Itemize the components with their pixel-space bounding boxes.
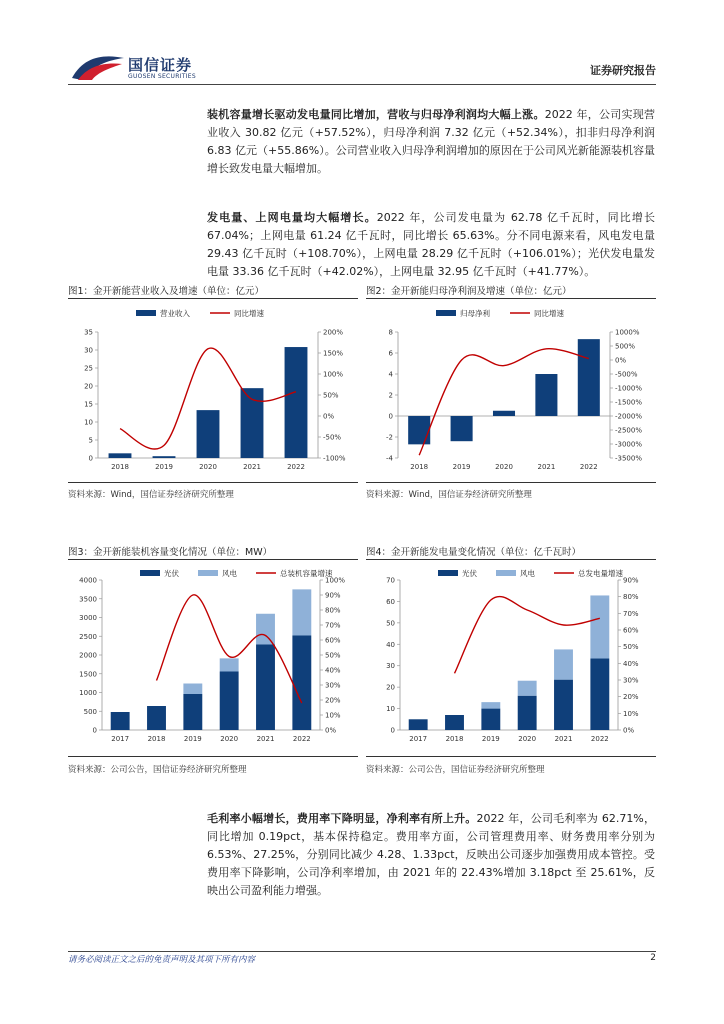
page-number: 2 <box>650 953 656 963</box>
legend-label: 同比增速 <box>234 309 264 318</box>
y-tick-label-right: 30% <box>325 681 341 690</box>
y-tick-label-right: 40% <box>325 666 341 675</box>
y-tick-label-left: 35 <box>84 328 93 337</box>
line-同比增速 <box>419 349 589 456</box>
x-tick-label: 2022 <box>579 463 598 471</box>
y-tick-label-right: -3500% <box>615 454 642 463</box>
bar-光伏-2022 <box>292 636 311 731</box>
y-tick-label-right: -50% <box>323 433 342 442</box>
paragraph-body: 2022 年，公司毛利率为 62.71%，同比增加 0.19pct，基本保持稳定。费用率方面，公司管理费用率、财务费用率分别为 6.53%、27.25%，分别同比减少 4.28、1.33pct，反映出公司逐步加强费用成本管控。受费用率下降影响，公司净利率增加，由 2021 年的 22.43%增加 3.18pct 至 25.61%，反映出公司盈利能力增强。 <box>207 812 655 897</box>
y-tick-label-left: 2000 <box>79 651 97 660</box>
y-tick-label-left: -2 <box>386 433 393 442</box>
fig4-bottom-rule <box>366 756 656 757</box>
bar-风电-2019 <box>183 684 202 695</box>
y-tick-label-left: 50 <box>386 619 395 628</box>
y-tick-label-right: 80% <box>623 593 639 602</box>
bar-营业收入-2022 <box>285 347 308 458</box>
fig4-top-rule <box>366 559 656 560</box>
x-tick-label: 2018 <box>410 463 429 471</box>
y-tick-label-left: 10 <box>386 705 395 714</box>
legend-label: 总装机容量增速 <box>280 569 333 578</box>
y-tick-label-right: -100% <box>323 454 346 463</box>
y-tick-label-right: 10% <box>623 709 639 718</box>
y-tick-label-right: 100% <box>323 370 344 379</box>
bar-营业收入-2018 <box>109 453 132 458</box>
y-tick-label-right: 90% <box>325 591 341 600</box>
x-tick-label: 2017 <box>111 735 130 743</box>
paragraph-revenue <box>207 106 655 178</box>
fig3-title: 图3：金开新能装机容量变化情况（单位：MW） <box>68 547 273 558</box>
fig2-bottom-rule <box>366 482 656 483</box>
footer-divider <box>68 951 656 952</box>
y-tick-label-left: 5 <box>88 436 93 445</box>
y-tick-label-right: 0% <box>323 412 335 421</box>
bar-归母净利-2018 <box>408 416 430 444</box>
y-tick-label-right: 80% <box>325 606 341 615</box>
fig1-bottom-rule <box>68 482 358 483</box>
y-tick-label-right: 50% <box>325 651 341 660</box>
fig2-chart <box>366 300 656 480</box>
legend-label: 光伏 <box>164 569 179 578</box>
legend-swatch <box>438 570 458 576</box>
x-tick-label: 2018 <box>445 735 464 743</box>
y-tick-label-left: 3500 <box>79 595 97 604</box>
x-tick-label: 2019 <box>155 463 173 471</box>
fig4-title: 图4：金开新能发电量变化情况（单位：亿千瓦时） <box>366 547 582 558</box>
paragraph-margins <box>207 810 655 900</box>
x-tick-label: 2022 <box>287 463 305 471</box>
legend-swatch <box>496 570 516 576</box>
brand-name-en: GUOSEN SECURITIES <box>128 73 197 80</box>
y-tick-label-left: 0 <box>388 412 393 421</box>
x-tick-label: 2019 <box>183 735 202 743</box>
y-tick-label-right: 0% <box>623 726 635 735</box>
bar-风电-2021 <box>256 614 275 645</box>
y-tick-label-right: 0% <box>325 726 337 735</box>
x-tick-label: 2021 <box>554 735 573 743</box>
x-tick-label: 2018 <box>111 463 129 471</box>
paragraph-body: 2022 年，公司实现营业收入 30.82 亿元（+57.52%），归母净利润 7.32 亿元（+52.34%），扣非归母净利润 6.83 亿元（+55.86%）。公司营业收入归母净利润增加的原因在于公司风光新能源装机容量增长致发电量大幅增加。 <box>207 108 655 175</box>
y-tick-label-left: 2 <box>388 391 393 400</box>
y-tick-label-right: -500% <box>615 370 638 379</box>
y-tick-label-left: 2500 <box>79 632 97 641</box>
x-tick-label: 2018 <box>147 735 166 743</box>
y-tick-label-left: 10 <box>84 418 93 427</box>
legend-label: 同比增速 <box>534 309 564 318</box>
legend-label: 风电 <box>520 569 535 578</box>
y-tick-label-right: 70% <box>325 621 341 630</box>
bar-光伏-2020 <box>518 696 537 730</box>
x-tick-label: 2017 <box>409 735 428 743</box>
y-tick-label-right: 70% <box>623 609 639 618</box>
page-header <box>0 0 724 90</box>
fig1-source: 资料来源：Wind，国信证券经济研究所整理 <box>68 490 234 500</box>
y-tick-label-left: 25 <box>84 364 93 373</box>
header-divider <box>68 84 656 85</box>
y-tick-label-left: 6 <box>388 349 393 358</box>
fig2-title: 图2：金开新能归母净利润及增速（单位：亿元） <box>366 286 572 297</box>
y-tick-label-right: 60% <box>325 636 341 645</box>
fig4-source: 资料来源：公司公告，国信证券经济研究所整理 <box>366 765 545 775</box>
y-tick-label-left: 1500 <box>79 670 97 679</box>
y-tick-label-right: -3000% <box>615 440 642 449</box>
y-tick-label-right: 150% <box>323 349 344 358</box>
y-tick-label-right: -2500% <box>615 426 642 435</box>
bar-营业收入-2020 <box>197 410 220 458</box>
x-tick-label: 2020 <box>495 463 513 471</box>
bar-光伏-2018 <box>147 706 166 730</box>
bar-归母净利-2020 <box>493 411 515 416</box>
fig1-title: 图1：金开新能营业收入及增速（单位：亿元） <box>68 286 265 297</box>
bar-光伏-2017 <box>409 719 428 730</box>
x-tick-label: 2020 <box>199 463 217 471</box>
x-tick-label: 2019 <box>452 463 471 471</box>
y-tick-label-right: -2000% <box>615 412 642 421</box>
paragraph-lead: 毛利率小幅增长，费用率下降明显，净利率有所上升。 <box>207 812 477 825</box>
y-tick-label-right: 40% <box>623 659 639 668</box>
fig3-top-rule <box>68 559 358 560</box>
legend-label: 总发电量增速 <box>578 569 623 578</box>
bar-风电-2022 <box>590 595 609 658</box>
x-tick-label: 2019 <box>481 735 500 743</box>
fig3-bottom-rule <box>68 756 358 757</box>
bar-光伏-2021 <box>256 645 275 731</box>
y-tick-label-left: 20 <box>84 382 93 391</box>
bar-光伏-2022 <box>590 659 609 730</box>
y-tick-label-right: 50% <box>623 643 639 652</box>
bar-风电-2021 <box>554 649 573 679</box>
bar-光伏-2020 <box>220 672 239 731</box>
y-tick-label-left: 1000 <box>79 689 97 697</box>
legend-label: 归母净利 <box>460 309 490 318</box>
y-tick-label-left: 0 <box>88 454 93 463</box>
y-tick-label-left: -4 <box>386 454 393 463</box>
bar-光伏-2018 <box>445 715 464 730</box>
y-tick-label-right: 20% <box>325 696 341 705</box>
y-tick-label-left: 4 <box>388 370 393 379</box>
bar-归母净利-2019 <box>451 416 473 441</box>
legend-label: 营业收入 <box>160 309 190 318</box>
x-tick-label: 2022 <box>590 735 609 743</box>
bar-归母净利-2021 <box>535 374 557 416</box>
y-tick-label-left: 4000 <box>79 576 97 585</box>
x-tick-label: 2020 <box>518 735 537 743</box>
y-tick-label-left: 20 <box>386 683 395 692</box>
y-tick-label-left: 70 <box>386 576 395 585</box>
footer-disclaimer: 请务必阅读正文之后的免责声明及其项下所有内容 <box>68 955 256 965</box>
guosen-logo-icon <box>70 52 126 82</box>
y-tick-label-right: 20% <box>623 693 639 702</box>
line-总发电量增速 <box>455 597 600 674</box>
legend-swatch <box>198 570 218 576</box>
y-tick-label-right: 0% <box>615 356 627 365</box>
y-tick-label-right: 90% <box>623 576 639 585</box>
y-tick-label-right: 1000% <box>615 328 640 337</box>
y-tick-label-left: 30 <box>386 662 395 671</box>
fig2-top-rule <box>366 298 656 299</box>
fig3-chart <box>68 562 358 752</box>
bar-归母净利-2022 <box>578 339 600 416</box>
legend-label: 风电 <box>222 569 237 578</box>
legend-swatch <box>136 310 156 316</box>
y-tick-label-right: 500% <box>615 342 636 351</box>
report-type-label: 证券研究报告 <box>590 64 656 77</box>
bar-光伏-2019 <box>481 709 500 730</box>
y-tick-label-left: 15 <box>84 400 93 409</box>
y-tick-label-right: 60% <box>623 626 639 635</box>
x-tick-label: 2021 <box>537 463 556 471</box>
fig2-source: 资料来源：Wind，国信证券经济研究所整理 <box>366 490 532 500</box>
y-tick-label-right: 50% <box>323 391 339 400</box>
y-tick-label-right: 100% <box>325 576 346 585</box>
fig1-top-rule <box>68 298 358 299</box>
y-tick-label-left: 30 <box>84 346 93 355</box>
x-tick-label: 2021 <box>243 463 261 471</box>
x-tick-label: 2020 <box>220 735 239 743</box>
bar-营业收入-2019 <box>153 456 176 458</box>
fig3-source: 资料来源：公司公告，国信证券经济研究所整理 <box>68 765 247 775</box>
y-tick-label-left: 500 <box>83 707 97 716</box>
paragraph-generation <box>207 209 655 281</box>
y-tick-label-left: 0 <box>92 726 97 735</box>
bar-风电-2020 <box>220 658 239 671</box>
y-tick-label-right: -1000% <box>615 384 642 393</box>
legend-label: 光伏 <box>462 569 477 578</box>
legend-swatch <box>436 310 456 316</box>
paragraph-lead: 发电量、上网电量均大幅增长。 <box>207 211 377 224</box>
fig1-chart <box>68 300 358 480</box>
fig4-chart <box>366 562 656 752</box>
paragraph-lead: 装机容量增长驱动发电量同比增加，营收与归母净利润均大幅上涨。 <box>207 108 545 121</box>
y-tick-label-right: -1500% <box>615 398 642 407</box>
paragraph-body: 2022 年，公司发电量为 62.78 亿千瓦时，同比增长 67.04%；上网电量 61.24 亿千瓦时，同比增长 65.63%。分不同电源来看，风电发电量 29.43 亿千瓦时（+108.70%），上网电量 28.29 亿千瓦时（+106.01%）；光伏发电量发电量 33.36 亿千瓦时（+42.02%），上网电量 32.95 亿千瓦时（+41.77%）。 <box>207 211 655 278</box>
bar-光伏-2021 <box>554 680 573 730</box>
y-tick-label-right: 200% <box>323 328 344 337</box>
y-tick-label-left: 0 <box>390 726 395 735</box>
x-tick-label: 2022 <box>292 735 311 743</box>
y-tick-label-right: 10% <box>325 711 341 720</box>
y-tick-label-right: 30% <box>623 676 639 685</box>
bar-风电-2022 <box>292 589 311 635</box>
brand-name-cn: 国信证券 <box>128 56 193 74</box>
bar-风电-2020 <box>518 681 537 696</box>
y-tick-label-left: 3000 <box>79 614 97 622</box>
bar-风电-2019 <box>481 702 500 708</box>
y-tick-label-left: 8 <box>388 328 393 337</box>
y-tick-label-left: 60 <box>386 597 395 606</box>
x-tick-label: 2021 <box>256 735 275 743</box>
bar-光伏-2017 <box>111 712 130 730</box>
legend-swatch <box>140 570 160 576</box>
y-tick-label-left: 40 <box>386 640 395 649</box>
bar-光伏-2019 <box>183 694 202 730</box>
